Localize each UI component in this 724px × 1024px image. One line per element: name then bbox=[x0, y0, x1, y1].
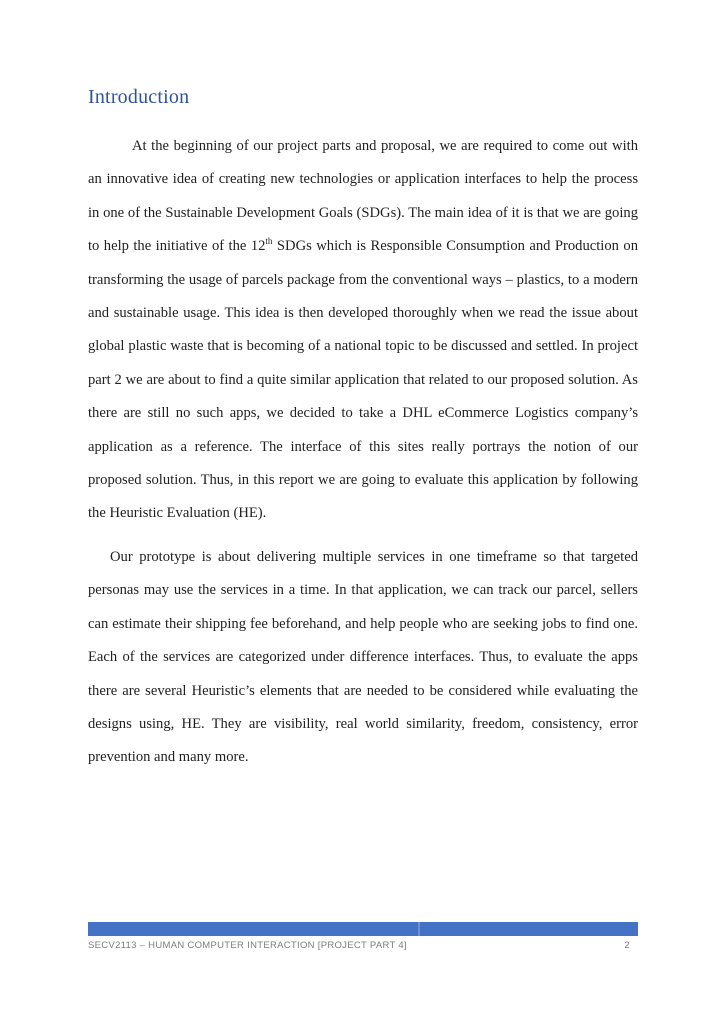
footer bbox=[88, 940, 638, 951]
paragraph bbox=[88, 130, 638, 531]
section-heading: Introduction bbox=[88, 86, 190, 108]
superscript-text: th bbox=[265, 236, 273, 247]
document-body bbox=[88, 130, 638, 785]
footer-course-label: SECV2113 – HUMAN COMPUTER INTERACTION [PROJECT PART 4] bbox=[88, 940, 407, 951]
footer-bar bbox=[88, 922, 638, 936]
paragraph-text: SDGs which is Responsible Consumption and Production on transforming the usage of parcels package from the conventional ways – plastics, to a modern and sustainable usage. This idea is then developed thoroughly when we read the issue about global plastic waste that is becoming of a national topic to be discussed and settled. In project part 2 we are about to find a quite similar application that related to our proposed solution. As there are still no such apps, we decided to take a DHL eCommerce Logistics company’s application as a reference. The interface of this sites really portrays the notion of our proposed solution. Thus, in this report we are going to evaluate this application by following the Heuristic Evaluation (HE). bbox=[88, 238, 638, 522]
paragraph bbox=[88, 541, 638, 775]
footer-page-number: 2 bbox=[624, 940, 630, 951]
paragraph-text: Our prototype is about delivering multiple services in one timeframe so that targeted personas may use the services in a time. In that application, we can track our parcel, sellers can estimate their shipping fee beforehand, and help people who are seeking jobs to find one. Each of the services are categorized under difference interfaces. Thus, to evaluate the apps there are several Heuristic’s elements that are needed to be considered while evaluating the designs using, HE. They are visibility, real world similarity, freedom, consistency, error prevention and many more. bbox=[88, 548, 638, 766]
paragraph-text: At the beginning of our project parts and proposal, we are required to come out with an innovative idea of creating new technologies or application interfaces to help the process in one of the Sustainable Development Goals (SDGs). The main idea of it is that we are going to help the initiative of the 12 bbox=[88, 138, 638, 255]
footer-bar-divider bbox=[418, 922, 420, 936]
